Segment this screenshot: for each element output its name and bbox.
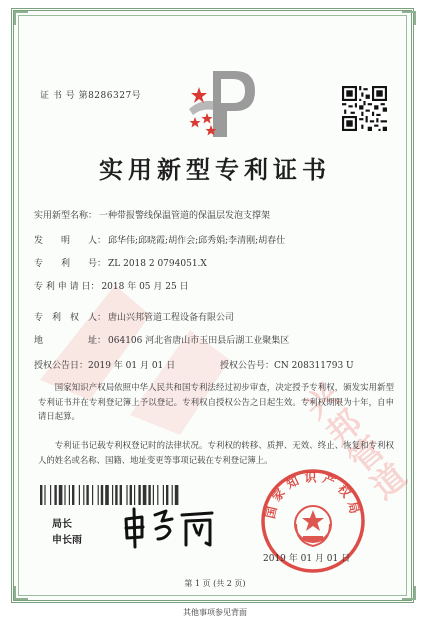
field-patent-number	[34, 256, 207, 269]
director-signature	[122, 505, 217, 550]
barcode	[40, 485, 250, 505]
legal-paragraph-2: 专利证书记载专利权登记时的法律状况。专利权的转移、质押、无效、终止、恢复和专利权人的姓名或名称、国籍、地址变更等事项记载在专利登记簿上。	[38, 440, 394, 465]
grant-date-label: 授权公告日：	[34, 361, 89, 371]
qr-code	[342, 86, 387, 131]
field-label: 专 利 权 人：	[34, 313, 107, 323]
certificate-number: 证 书 号 第8286327号	[40, 91, 142, 101]
field-label: 专 利 申 请 日：	[34, 282, 100, 292]
field-label: 地 址：	[34, 336, 107, 346]
patent-office-emblem-icon	[183, 65, 263, 143]
back-note: 其他事项参见背面	[183, 608, 247, 617]
field-inventors	[34, 233, 285, 246]
legal-paragraph-1: 国家知识产权局依照中华人民共和国专利法经过初步审查，决定授予专利权，颁发实用新型专利证书并在专利登记簿上予以登记。专利权自授权公告之日起生效。专利权期限为十年，自申请日起算。	[38, 382, 394, 421]
field-label: 专 利 号：	[34, 259, 107, 269]
grant-date: 2019 年 01 月 01 日	[88, 361, 176, 371]
seal-date: 2019 年 01 月 01 日	[263, 554, 351, 564]
seal-text: 国家知识产权局	[263, 470, 363, 520]
field-value: 2018 年 05 月 25 日	[101, 282, 189, 292]
grant-number: CN 208311793 U	[274, 361, 354, 371]
watermark-text: 兴邦管道	[296, 375, 414, 507]
grant-info-row	[34, 358, 354, 371]
field-label: 实用新型名称：	[34, 211, 98, 221]
certificate-title: 实用新型专利证书	[99, 155, 331, 184]
field-address	[34, 333, 289, 346]
field-value: ZL 2018 2 0794051.X	[108, 259, 207, 269]
frame-corner	[402, 11, 416, 25]
field-label: 发 明 人：	[34, 236, 107, 246]
page-number: 第 1 页 (共 2 页)	[184, 579, 246, 588]
director-title: 局长	[52, 519, 72, 530]
grant-number-label: 授权公告号：	[220, 361, 275, 371]
field-application-date	[34, 279, 189, 292]
field-value: 唐山兴邦管道工程设备有限公司	[108, 313, 235, 323]
field-value: 一种带报警线保温管道的保温层发泡支撑架	[99, 211, 271, 221]
field-value: 邱华伟;邱晓霞;胡作会;邱秀娟;李清刚;胡春仕	[108, 236, 286, 246]
field-patentee	[34, 310, 234, 323]
frame-corner	[14, 11, 28, 25]
field-value: 064106 河北省唐山市玉田县后湖工业聚集区	[108, 336, 290, 346]
field-utility-model-name	[34, 208, 270, 221]
director-name: 申长雨	[52, 535, 82, 546]
